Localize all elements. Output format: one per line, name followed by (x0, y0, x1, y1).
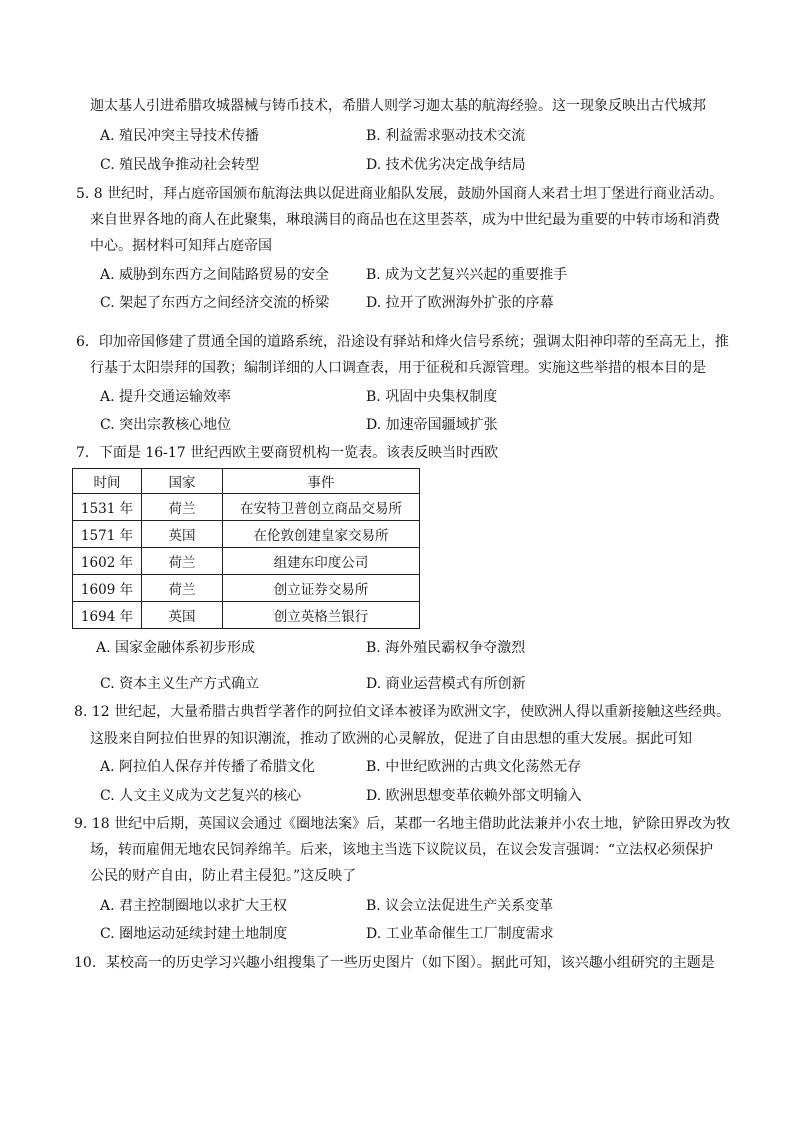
header-time: 时间 (73, 469, 142, 494)
q8-stem-line1: 8. 12 世纪起，大量希腊古典哲学著作的阿拉伯文译本被译为欧洲文字，使欧洲人得以重新接触这些经典。 (74, 704, 731, 720)
q5-option-b[interactable]: B. 成为文艺复兴兴起的重要推手 (366, 267, 568, 283)
q9-option-a[interactable]: A. 君主控制圈地以求扩大王权 (100, 898, 288, 914)
cell-country: 英国 (142, 602, 223, 629)
q6-stem-line1: 6．印加帝国修建了贯通全国的道路系统，沿途设有驿站和烽火信号系统；强调太阳神印蒂的至高无上，推 (76, 334, 729, 350)
q4-option-b[interactable]: B. 利益需求驱动技术交流 (366, 128, 526, 144)
q9-option-d[interactable]: D. 工业革命催生工厂制度需求 (366, 926, 554, 942)
q7-option-c[interactable]: C. 资本主义生产方式确立 (100, 676, 260, 692)
q5-stem-line2: 来自世界各地的商人在此聚集，琳琅满目的商品也在这里荟萃，成为中世纪最为重要的中转市场和消费 (90, 212, 720, 228)
q4-stem: 迦太基人引进希腊攻城器械与铸币技术，希腊人则学习迦太基的航海经验。这一现象反映出古代城邦 (90, 98, 706, 114)
table-row (73, 521, 420, 548)
cell-year: 1602 年 (73, 548, 142, 575)
q9-stem-line1: 9. 18 世纪中后期，英国议会通过《圈地法案》后，某郡一名地主借助此法兼并小农土地，铲除田界改为牧 (74, 816, 731, 832)
cell-country: 荷兰 (142, 575, 223, 602)
q6-option-c[interactable]: C. 突出宗教核心地位 (100, 417, 232, 433)
q8-option-a[interactable]: A. 阿拉伯人保存并传播了希腊文化 (100, 759, 316, 775)
table-row (73, 602, 420, 629)
q4-option-a[interactable]: A. 殖民冲突主导技术传播 (100, 128, 260, 144)
cell-event: 创立证券交易所 (223, 575, 420, 602)
cell-year: 1694 年 (73, 602, 142, 629)
q4-option-c[interactable]: C. 殖民战争推动社会转型 (100, 157, 260, 173)
q8-option-d[interactable]: D. 欧洲思想变革依赖外部文明输入 (366, 788, 582, 804)
q5-stem-line3: 中心。据材料可知拜占庭帝国 (90, 238, 272, 254)
q6-option-a[interactable]: A. 提升交通运输效率 (100, 389, 232, 405)
header-country: 国家 (142, 469, 223, 494)
cell-event: 在伦敦创建皇家交易所 (223, 521, 420, 548)
q5-option-d[interactable]: D. 拉开了欧洲海外扩张的序幕 (366, 295, 554, 311)
cell-country: 英国 (142, 521, 223, 548)
table-header-row (73, 469, 420, 494)
q10-stem: 10．某校高一的历史学习兴趣小组搜集了一些历史图片（如下图）。据此可知，该兴趣小组研究的主题是 (74, 955, 715, 971)
q6-option-d[interactable]: D. 加速帝国疆域扩张 (366, 417, 498, 433)
q6-stem-line2: 行基于太阳崇拜的国教；编制详细的人口调查表，用于征税和兵源管理。实施这些举措的根本目的是 (90, 360, 706, 376)
table-row (73, 548, 420, 575)
cell-country: 荷兰 (142, 494, 223, 521)
q8-stem-line2: 这股来自阿拉伯世界的知识潮流，推动了欧洲的心灵解放，促进了自由思想的重大发展。据此可知 (90, 731, 692, 747)
q9-option-b[interactable]: B. 议会立法促进生产关系变革 (366, 898, 554, 914)
table-row (73, 494, 420, 521)
q6-option-b[interactable]: B. 巩固中央集权制度 (366, 389, 498, 405)
q4-option-d[interactable]: D. 技术优劣决定战争结局 (366, 157, 526, 173)
q8-option-b[interactable]: B. 中世纪欧洲的古典文化荡然无存 (366, 759, 582, 775)
q7-option-b[interactable]: B. 海外殖民霸权争夺激烈 (366, 640, 526, 656)
cell-year: 1531 年 (73, 494, 142, 521)
q9-stem-line3: 公民的财产自由，防止君主侵犯。”这反映了 (90, 868, 357, 884)
q5-stem-line1: 5. 8 世纪时，拜占庭帝国颁布航海法典以促进商业船队发展，鼓励外国商人来君士坦丁堡进行商业活动。 (76, 186, 724, 202)
cell-event: 在安特卫普创立商品交易所 (223, 494, 420, 521)
q5-option-a[interactable]: A. 威胁到东西方之间陆路贸易的安全 (100, 267, 330, 283)
q9-option-c[interactable]: C. 圈地运动延续封建土地制度 (100, 926, 288, 942)
table-row (73, 575, 420, 602)
q7-option-d[interactable]: D. 商业运营模式有所创新 (366, 676, 526, 692)
trade-institutions-table (72, 468, 420, 629)
q7-stem: 7．下面是 16-17 世纪西欧主要商贸机构一览表。该表反映当时西欧 (76, 445, 499, 461)
cell-event: 组建东印度公司 (223, 548, 420, 575)
cell-year: 1571 年 (73, 521, 142, 548)
q7-option-a[interactable]: A. 国家金融体系初步形成 (96, 640, 256, 656)
q9-stem-line2: 场，转而雇佣无地农民饲养绵羊。后来，该地主当选下议院议员，在议会发言强调：“立法权必须保护 (90, 842, 714, 858)
q8-option-c[interactable]: C. 人文主义成为文艺复兴的核心 (100, 788, 302, 804)
header-event: 事件 (223, 469, 420, 494)
q5-option-c[interactable]: C. 架起了东西方之间经济交流的桥梁 (100, 295, 330, 311)
cell-country: 荷兰 (142, 548, 223, 575)
cell-event: 创立英格兰银行 (223, 602, 420, 629)
cell-year: 1609 年 (73, 575, 142, 602)
